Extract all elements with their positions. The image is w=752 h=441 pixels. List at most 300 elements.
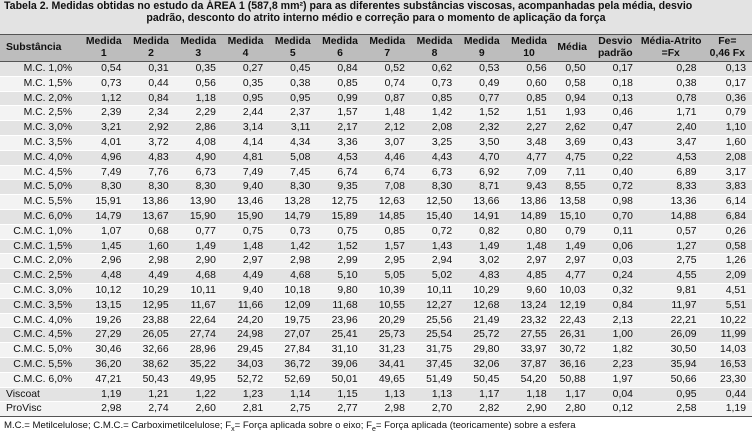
table-row [0, 180, 752, 195]
value-cell: 12,27 [411, 298, 458, 313]
value-cell: 3,83 [703, 180, 752, 195]
value-cell: 0,70 [592, 209, 639, 224]
value-cell: 0,12 [592, 402, 639, 417]
value-cell: 12,68 [458, 298, 505, 313]
value-cell: 4,68 [175, 269, 222, 284]
value-cell: 10,55 [364, 298, 411, 313]
value-cell: 1,42 [269, 239, 316, 254]
value-cell: 3,02 [458, 254, 505, 269]
value-cell: 2,80 [553, 402, 592, 417]
value-cell: 0,22 [592, 150, 639, 165]
header-medida-4 [222, 35, 269, 62]
value-cell: 2,81 [222, 402, 269, 417]
value-cell: 39,06 [316, 357, 363, 372]
value-cell: 20,29 [364, 313, 411, 328]
table-row [0, 165, 752, 180]
value-cell: 1,18 [175, 91, 222, 106]
value-cell: 51,49 [411, 372, 458, 387]
header-row [0, 35, 752, 62]
value-cell: 0,95 [222, 91, 269, 106]
value-cell: 0,75 [222, 224, 269, 239]
value-cell: 6,14 [703, 195, 752, 210]
footnote-subscript-e: e [371, 426, 376, 434]
value-cell: 2,98 [80, 402, 127, 417]
value-cell: 27,55 [505, 328, 552, 343]
value-cell: 0,72 [411, 224, 458, 239]
value-cell: 1,17 [553, 387, 592, 402]
value-cell: 0,53 [458, 62, 505, 77]
value-cell: 5,51 [703, 298, 752, 313]
value-cell: 0,87 [364, 91, 411, 106]
value-cell: 2,58 [639, 402, 703, 417]
table-row [0, 150, 752, 165]
value-cell: 36,20 [80, 357, 127, 372]
value-cell: 0,56 [175, 76, 222, 91]
value-cell: 2,12 [364, 121, 411, 136]
value-cell: 38,62 [127, 357, 174, 372]
value-cell: 1,52 [316, 239, 363, 254]
value-cell: 1,49 [553, 239, 592, 254]
value-cell: 12,75 [316, 195, 363, 210]
value-cell: 0,44 [127, 76, 174, 91]
value-cell: 1,13 [411, 387, 458, 402]
value-cell: 8,30 [80, 180, 127, 195]
substance-cell: M.C. 1,5% [0, 76, 80, 91]
value-cell: 1,60 [127, 239, 174, 254]
header-text-line: Medida [369, 36, 406, 47]
value-cell: 4,46 [364, 150, 411, 165]
value-cell: 50,43 [127, 372, 174, 387]
value-cell: 2,97 [222, 254, 269, 269]
value-cell: 0,17 [592, 62, 639, 77]
value-cell: 2,09 [703, 269, 752, 284]
value-cell: 3,21 [80, 121, 127, 136]
table-row [0, 269, 752, 284]
value-cell: 0,04 [592, 387, 639, 402]
value-cell: 1,17 [458, 387, 505, 402]
value-cell: 3,07 [364, 135, 411, 150]
value-cell: 12,95 [127, 298, 174, 313]
value-cell: 25,72 [458, 328, 505, 343]
value-cell: 1,43 [411, 239, 458, 254]
substance-cell: M.C. 5,0% [0, 180, 80, 195]
footnote-part-1: M.C.= Metilcelulose; C.M.C.= Carboximetilcelulose; F [4, 420, 232, 432]
value-cell: 0,52 [364, 62, 411, 77]
substance-cell: C.M.C. 5,0% [0, 343, 80, 358]
value-cell: 4,53 [316, 150, 363, 165]
header-text-line: =Fx [661, 48, 680, 59]
value-cell: 10,11 [411, 283, 458, 298]
value-cell: 1,19 [80, 387, 127, 402]
value-cell: 0,62 [411, 62, 458, 77]
header-text-line: Média-Atrito [640, 36, 702, 47]
value-cell: 30,50 [639, 343, 703, 358]
value-cell: 12,19 [553, 298, 592, 313]
header-text-line: Medida [322, 36, 358, 47]
value-cell: 31,10 [316, 343, 363, 358]
value-cell: 0,35 [175, 62, 222, 77]
table-header [0, 35, 752, 62]
header-text-line: 9 [478, 48, 485, 59]
value-cell: 1,45 [80, 239, 127, 254]
header-text-line: Medida [180, 36, 217, 47]
value-cell: 2,97 [505, 254, 552, 269]
value-cell: 14,79 [269, 209, 316, 224]
value-cell: 4,01 [80, 135, 127, 150]
value-cell: 1,49 [458, 239, 505, 254]
table-row [0, 209, 752, 224]
value-cell: 1,27 [639, 239, 703, 254]
value-cell: 2,77 [316, 402, 363, 417]
value-cell: 4,83 [458, 269, 505, 284]
value-cell: 2,99 [316, 254, 363, 269]
header-text-line: 10 [523, 48, 535, 59]
value-cell: 0,03 [592, 254, 639, 269]
value-cell: 11,99 [703, 328, 752, 343]
value-cell: 2,95 [364, 254, 411, 269]
value-cell: 0,50 [553, 62, 592, 77]
value-cell: 3,47 [639, 135, 703, 150]
value-cell: 27,74 [175, 328, 222, 343]
value-cell: 4,14 [222, 135, 269, 150]
header-text-line: Medida [416, 36, 453, 47]
value-cell: 27,07 [269, 328, 316, 343]
value-cell: 4,53 [639, 150, 703, 165]
header-text-line: 8 [431, 48, 438, 59]
value-cell: 7,45 [269, 165, 316, 180]
header-text-line: Média [557, 42, 587, 53]
value-cell: 16,53 [703, 357, 752, 372]
header-text-line: 2 [148, 48, 154, 59]
value-cell: 1,07 [80, 224, 127, 239]
table-row [0, 106, 752, 121]
header-text-line: Fe= [718, 36, 737, 47]
header-medida-8 [411, 35, 458, 62]
value-cell: 50,66 [639, 372, 703, 387]
value-cell: 15,90 [222, 209, 269, 224]
value-cell: 3,14 [222, 121, 269, 136]
header-text-line: 0,46 Fx [709, 48, 745, 59]
value-cell: 2,17 [316, 121, 363, 136]
table-row [0, 298, 752, 313]
value-cell: 13,58 [553, 195, 592, 210]
table-row [0, 343, 752, 358]
value-cell: 0,54 [80, 62, 127, 77]
value-cell: 8,71 [458, 180, 505, 195]
value-cell: 0,85 [364, 224, 411, 239]
substance-cell: C.M.C. 1,0% [0, 224, 80, 239]
value-cell: 0,57 [639, 224, 703, 239]
value-cell: 3,36 [316, 135, 363, 150]
value-cell: 0,58 [553, 76, 592, 91]
value-cell: 0,99 [316, 91, 363, 106]
value-cell: 7,49 [222, 165, 269, 180]
value-cell: 23,30 [703, 372, 752, 387]
value-cell: 0,31 [127, 62, 174, 77]
value-cell: 0,79 [553, 224, 592, 239]
value-cell: 15,91 [80, 195, 127, 210]
table-row [0, 135, 752, 150]
header-medida-9 [458, 35, 505, 62]
value-cell: 15,40 [411, 209, 458, 224]
value-cell: 6,74 [364, 165, 411, 180]
header-text-line: Medida [463, 36, 500, 47]
value-cell: 9,40 [222, 283, 269, 298]
value-cell: 1,60 [703, 135, 752, 150]
table-row [0, 372, 752, 387]
value-cell: 14,91 [458, 209, 505, 224]
value-cell: 2,27 [505, 121, 552, 136]
value-cell: 4,68 [269, 269, 316, 284]
value-cell: 1,22 [175, 387, 222, 402]
header-text-line: 7 [384, 48, 391, 59]
table-row [0, 328, 752, 343]
value-cell: 2,96 [80, 254, 127, 269]
value-cell: 14,89 [505, 209, 552, 224]
value-cell: 0,79 [703, 106, 752, 121]
value-cell: 11,97 [639, 298, 703, 313]
value-cell: 1,57 [364, 239, 411, 254]
footnote-part-3: = Força aplicada (teoricamente) sobre a esfera [375, 420, 576, 432]
value-cell: 52,69 [269, 372, 316, 387]
value-cell: 4,51 [703, 283, 752, 298]
value-cell: 22,21 [639, 313, 703, 328]
value-cell: 0,44 [703, 387, 752, 402]
value-cell: 8,30 [127, 180, 174, 195]
value-cell: 5,02 [411, 269, 458, 284]
value-cell: 0,24 [592, 269, 639, 284]
table-footnote [0, 417, 752, 439]
header-fe [703, 35, 752, 62]
value-cell: 49,65 [364, 372, 411, 387]
table-row [0, 239, 752, 254]
value-cell: 4,77 [505, 150, 552, 165]
value-cell: 15,90 [175, 209, 222, 224]
table-row [0, 313, 752, 328]
substance-cell: M.C. 5,5% [0, 195, 80, 210]
substance-cell: Viscoat [0, 387, 80, 402]
header-desvio-padrao [592, 35, 639, 62]
value-cell: 0,38 [269, 76, 316, 91]
substance-cell: M.C. 2,5% [0, 106, 80, 121]
value-cell: 0,78 [639, 91, 703, 106]
value-cell: 4,48 [80, 269, 127, 284]
value-cell: 0,75 [316, 224, 363, 239]
table-row [0, 402, 752, 417]
value-cell: 27,29 [80, 328, 127, 343]
value-cell: 4,85 [505, 269, 552, 284]
value-cell: 14,03 [703, 343, 752, 358]
value-cell: 9,81 [639, 283, 703, 298]
value-cell: 24,20 [222, 313, 269, 328]
header-medida-10 [505, 35, 552, 62]
value-cell: 0,35 [222, 76, 269, 91]
value-cell: 8,30 [411, 180, 458, 195]
value-cell: 0,18 [592, 76, 639, 91]
value-cell: 6,73 [175, 165, 222, 180]
value-cell: 10,22 [703, 313, 752, 328]
header-medida-7 [364, 35, 411, 62]
value-cell: 3,69 [553, 135, 592, 150]
value-cell: 0,95 [639, 387, 703, 402]
value-cell: 36,16 [553, 357, 592, 372]
value-cell: 4,43 [411, 150, 458, 165]
value-cell: 2,08 [703, 150, 752, 165]
header-text-line: Medida [511, 36, 547, 47]
value-cell: 0,28 [639, 62, 703, 77]
value-cell: 4,75 [553, 150, 592, 165]
value-cell: 14,85 [364, 209, 411, 224]
substance-cell: C.M.C. 1,5% [0, 239, 80, 254]
measurements-table [0, 34, 752, 417]
value-cell: 13,36 [639, 195, 703, 210]
value-cell: 2,62 [553, 121, 592, 136]
value-cell: 2,98 [127, 254, 174, 269]
substance-cell: C.M.C. 6,0% [0, 372, 80, 387]
value-cell: 6,92 [458, 165, 505, 180]
value-cell: 2,97 [553, 254, 592, 269]
value-cell: 3,25 [411, 135, 458, 150]
value-cell: 1,12 [80, 91, 127, 106]
value-cell: 19,75 [269, 313, 316, 328]
value-cell: 15,89 [316, 209, 363, 224]
value-cell: 8,55 [553, 180, 592, 195]
value-cell: 22,64 [175, 313, 222, 328]
value-cell: 14,79 [80, 209, 127, 224]
value-cell: 0,43 [592, 135, 639, 150]
value-cell: 4,34 [269, 135, 316, 150]
value-cell: 0,13 [703, 62, 752, 77]
value-cell: 10,29 [458, 283, 505, 298]
value-cell: 2,75 [269, 402, 316, 417]
value-cell: 0,77 [175, 224, 222, 239]
value-cell: 0,85 [316, 76, 363, 91]
value-cell: 3,50 [458, 135, 505, 150]
value-cell: 15,10 [553, 209, 592, 224]
value-cell: 26,09 [639, 328, 703, 343]
value-cell: 23,88 [127, 313, 174, 328]
value-cell: 29,45 [222, 343, 269, 358]
value-cell: 50,01 [316, 372, 363, 387]
substance-cell: M.C. 4,5% [0, 165, 80, 180]
table-row [0, 76, 752, 91]
value-cell: 9,60 [505, 283, 552, 298]
value-cell: 2,98 [364, 402, 411, 417]
value-cell: 10,18 [269, 283, 316, 298]
header-text-line: Medida [274, 36, 311, 47]
header-medida-6 [316, 35, 363, 62]
value-cell: 1,93 [553, 106, 592, 121]
value-cell: 14,88 [639, 209, 703, 224]
value-cell: 0,47 [592, 121, 639, 136]
value-cell: 0,11 [592, 224, 639, 239]
substance-cell: M.C. 3,0% [0, 121, 80, 136]
value-cell: 11,67 [175, 298, 222, 313]
value-cell: 1,13 [364, 387, 411, 402]
value-cell: 33,97 [505, 343, 552, 358]
substance-cell: M.C. 2,0% [0, 91, 80, 106]
value-cell: 34,03 [222, 357, 269, 372]
value-cell: 5,08 [269, 150, 316, 165]
value-cell: 2,34 [127, 106, 174, 121]
value-cell: 1,82 [592, 343, 639, 358]
value-cell: 2,94 [411, 254, 458, 269]
substance-cell: M.C. 6,0% [0, 209, 80, 224]
value-cell: 52,72 [222, 372, 269, 387]
value-cell: 1,97 [592, 372, 639, 387]
value-cell: 0,77 [458, 91, 505, 106]
value-cell: 54,20 [505, 372, 552, 387]
table-body [0, 62, 752, 417]
value-cell: 2,82 [458, 402, 505, 417]
value-cell: 2,74 [127, 402, 174, 417]
value-cell: 49,95 [175, 372, 222, 387]
value-cell: 25,73 [364, 328, 411, 343]
substance-cell: C.M.C. 2,0% [0, 254, 80, 269]
value-cell: 1,49 [175, 239, 222, 254]
value-cell: 1,18 [505, 387, 552, 402]
header-text-line: Desvio [598, 36, 633, 47]
value-cell: 2,60 [175, 402, 222, 417]
value-cell: 23,96 [316, 313, 363, 328]
substance-cell: C.M.C. 2,5% [0, 269, 80, 284]
value-cell: 0,72 [592, 180, 639, 195]
value-cell: 0,17 [703, 76, 752, 91]
value-cell: 1,00 [592, 328, 639, 343]
value-cell: 3,72 [127, 135, 174, 150]
value-cell: 2,37 [269, 106, 316, 121]
header-text-line: Substância [6, 42, 62, 53]
value-cell: 2,29 [175, 106, 222, 121]
value-cell: 47,21 [80, 372, 127, 387]
value-cell: 10,29 [127, 283, 174, 298]
value-cell: 9,43 [505, 180, 552, 195]
header-substancia [0, 35, 80, 62]
value-cell: 5,10 [316, 269, 363, 284]
value-cell: 2,90 [505, 402, 552, 417]
value-cell: 13,46 [222, 195, 269, 210]
value-cell: 35,22 [175, 357, 222, 372]
value-cell: 10,11 [175, 283, 222, 298]
value-cell: 12,63 [364, 195, 411, 210]
value-cell: 0,56 [505, 62, 552, 77]
value-cell: 22,43 [553, 313, 592, 328]
value-cell: 1,48 [364, 106, 411, 121]
value-cell: 4,49 [127, 269, 174, 284]
value-cell: 0,32 [592, 283, 639, 298]
value-cell: 6,89 [639, 165, 703, 180]
value-cell: 5,05 [364, 269, 411, 284]
value-cell: 0,73 [80, 76, 127, 91]
value-cell: 13,67 [127, 209, 174, 224]
value-cell: 26,31 [553, 328, 592, 343]
value-cell: 0,58 [703, 239, 752, 254]
value-cell: 12,09 [269, 298, 316, 313]
value-cell: 1,42 [411, 106, 458, 121]
table-row [0, 62, 752, 77]
value-cell: 0,84 [316, 62, 363, 77]
value-cell: 0,84 [592, 298, 639, 313]
value-cell: 0,45 [269, 62, 316, 77]
value-cell: 13,66 [458, 195, 505, 210]
value-cell: 4,49 [222, 269, 269, 284]
value-cell: 1,19 [703, 402, 752, 417]
table-row [0, 91, 752, 106]
value-cell: 2,39 [80, 106, 127, 121]
substance-cell: C.M.C. 5,5% [0, 357, 80, 372]
value-cell: 34,41 [364, 357, 411, 372]
value-cell: 2,75 [639, 254, 703, 269]
